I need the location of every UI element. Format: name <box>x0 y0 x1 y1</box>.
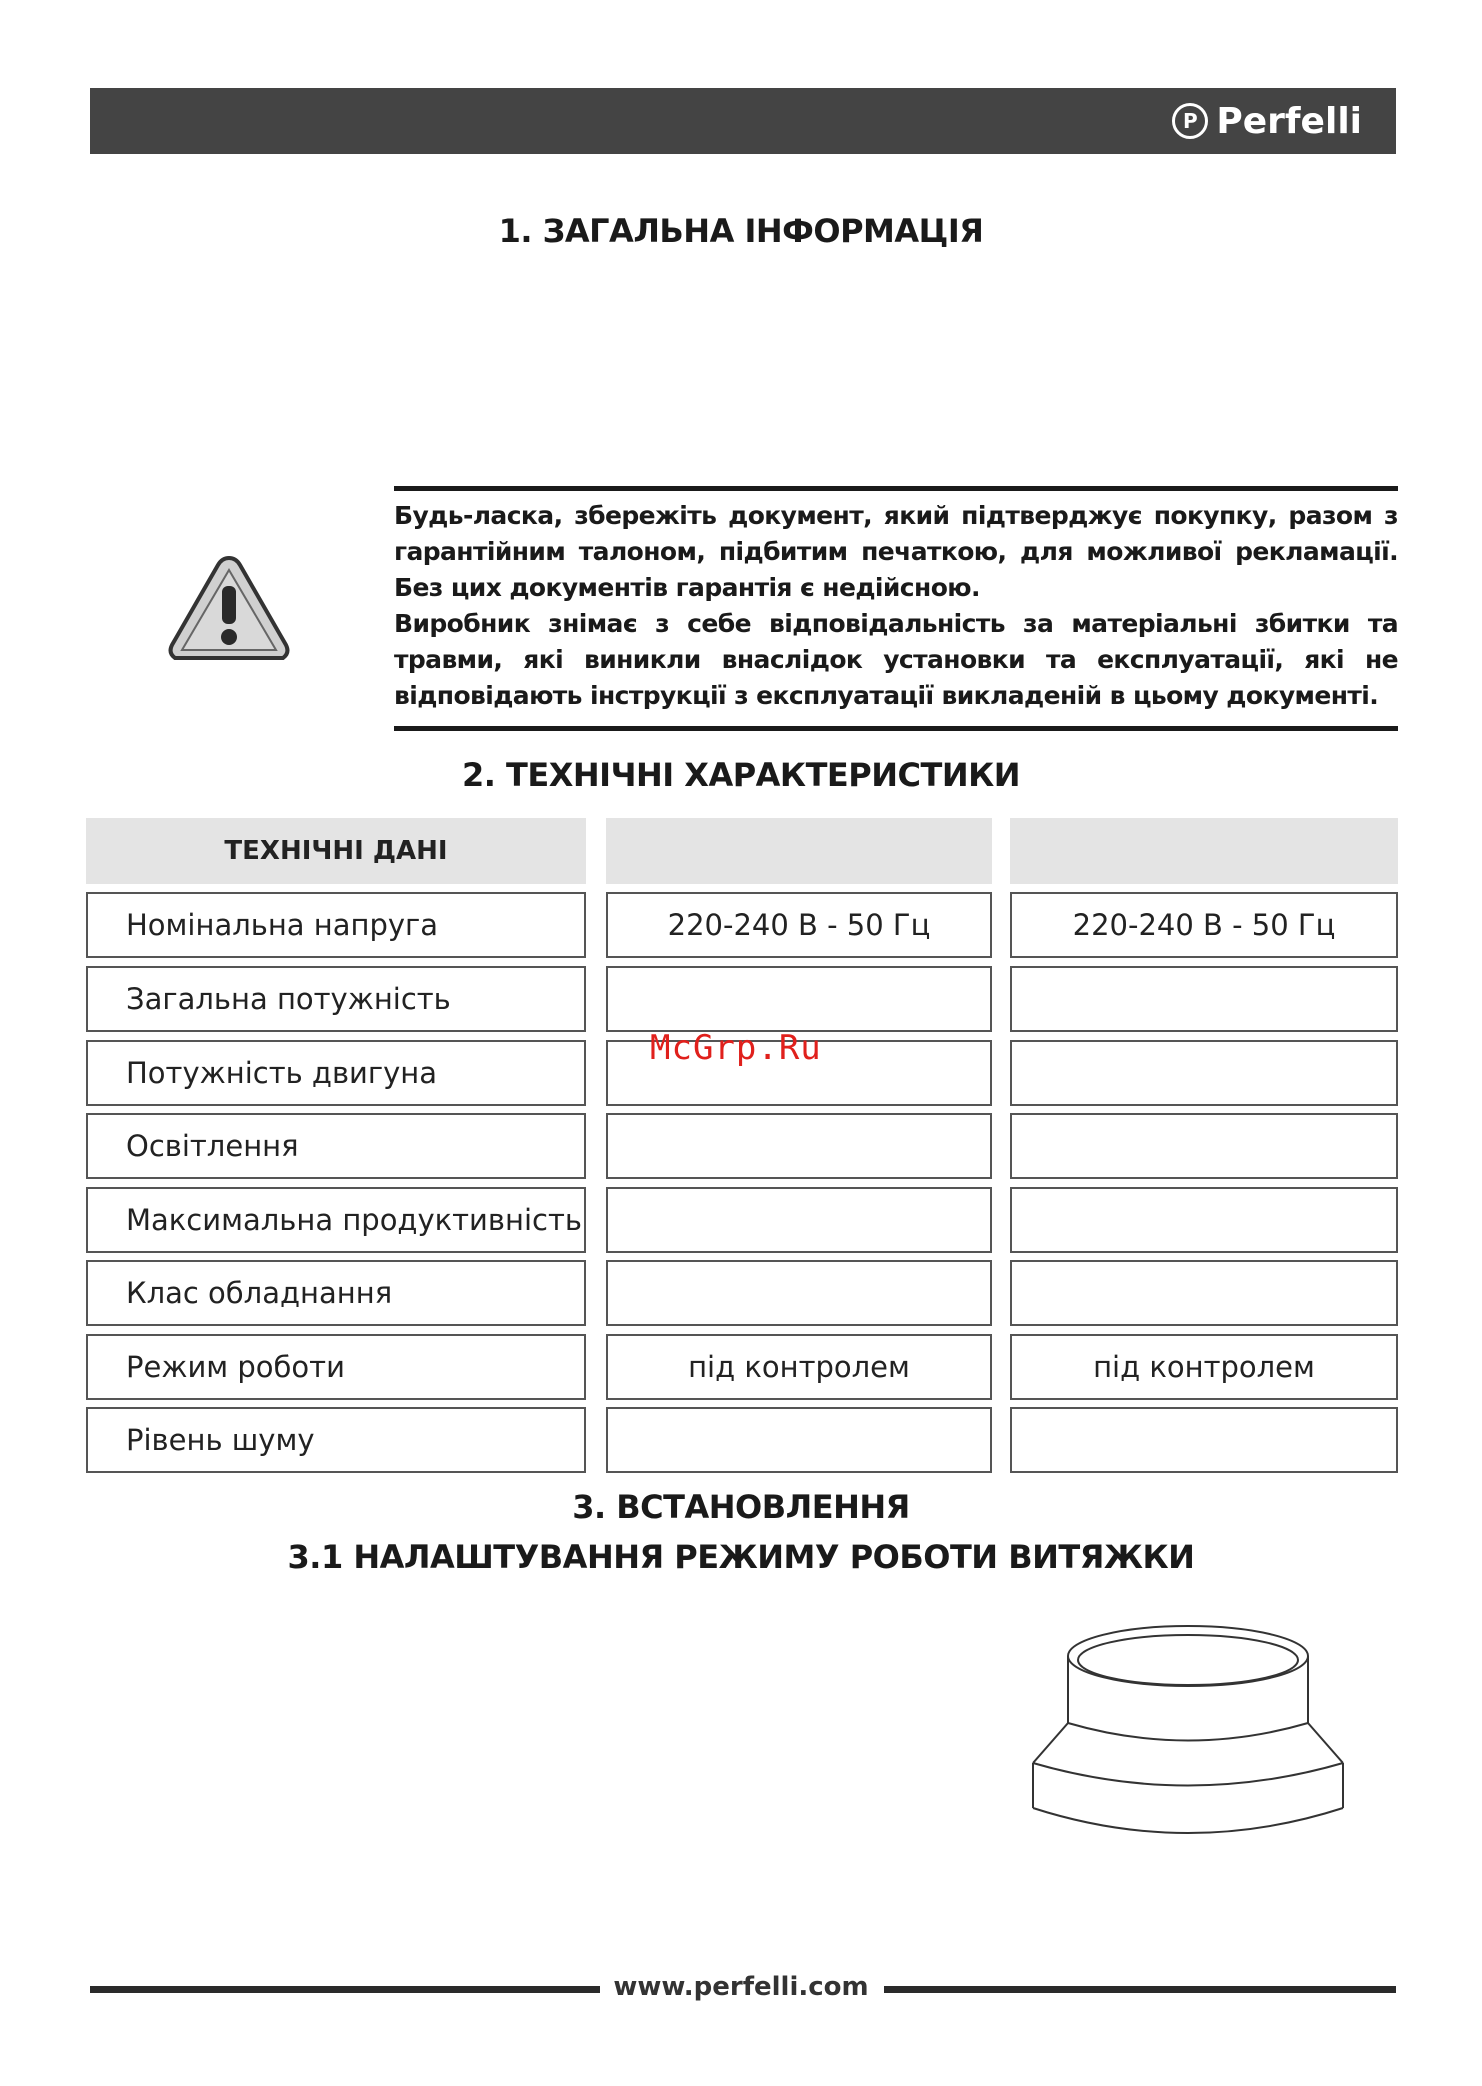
spec-row-value <box>606 1113 992 1179</box>
brand-logo <box>1172 100 1362 142</box>
footer-url: www.perfelli.com <box>613 1972 869 2002</box>
spec-row-value: 220-240 В - 50 Гц <box>1010 892 1398 958</box>
spec-row-value <box>1010 966 1398 1032</box>
section-3-1-subtitle: 3.1 НАЛАШТУВАННЯ РЕЖИМУ РОБОТИ ВИТЯЖКИ <box>287 1538 1195 1576</box>
spec-row-label: Номінальна напруга <box>86 892 586 958</box>
watermark: McGrp.Ru <box>650 1028 822 1068</box>
spec-row-value <box>1010 1187 1398 1253</box>
notice-paragraph-2: Виробник знімає з себе відповідальність за матеріальні збитки та травми, які виникли внаслідок установки та експлуатації, які не відповідають інструкції з експлуатації викладеній в цьому документі. <box>394 609 1398 710</box>
spec-row-value: 220-240 В - 50 Гц <box>606 892 992 958</box>
spec-row-value <box>606 1187 992 1253</box>
spec-row-value <box>606 1260 992 1326</box>
notice-text <box>394 498 1398 714</box>
spec-row-label: Освітлення <box>86 1113 586 1179</box>
section-2-title: 2. ТЕХНІЧНІ ХАРАКТЕРИСТИКИ <box>461 756 1021 794</box>
spec-row-label: Клас обладнання <box>86 1260 586 1326</box>
spec-row-value <box>606 966 992 1032</box>
spec-row-label: Рівень шуму <box>86 1407 586 1473</box>
duct-adapter-illustration <box>1028 1618 1348 1868</box>
warning-icon <box>166 552 292 664</box>
table-header-model-1 <box>606 818 992 884</box>
notice-paragraph-1: Будь-ласка, збережіть документ, який підтверджує покупку, разом з гарантійним талоном, підбитим печаткою, для можливої рекламації. Без цих документів гарантія є недійсною. <box>394 501 1398 602</box>
header-bar <box>90 88 1396 154</box>
spec-row-value <box>1010 1260 1398 1326</box>
logo-mark-icon: P <box>1172 103 1208 139</box>
spec-row-label: Потужність двигуна <box>86 1040 586 1106</box>
logo-text: Perfelli <box>1216 100 1362 142</box>
spec-row-label: Режим роботи <box>86 1334 586 1400</box>
spec-row-value <box>1010 1407 1398 1473</box>
spec-row-label: Загальна потужність <box>86 966 586 1032</box>
spec-row-label: Максимальна продуктивність <box>86 1187 586 1253</box>
notice-top-rule <box>394 486 1398 491</box>
footer-rule-left <box>90 1986 600 1993</box>
section-3-title: 3. ВСТАНОВЛЕННЯ <box>572 1488 910 1526</box>
section-1-title: 1. ЗАГАЛЬНА ІНФОРМАЦІЯ <box>498 212 984 250</box>
notice-bottom-rule <box>394 726 1398 731</box>
table-header-label: ТЕХНІЧНІ ДАНІ <box>86 818 586 884</box>
spec-row-value <box>1010 1113 1398 1179</box>
footer-rule-right <box>884 1986 1396 1993</box>
spec-row-value: під контролем <box>606 1334 992 1400</box>
spec-row-value: під контролем <box>1010 1334 1398 1400</box>
spec-row-value <box>1010 1040 1398 1106</box>
table-header-model-2 <box>1010 818 1398 884</box>
spec-row-value <box>606 1407 992 1473</box>
